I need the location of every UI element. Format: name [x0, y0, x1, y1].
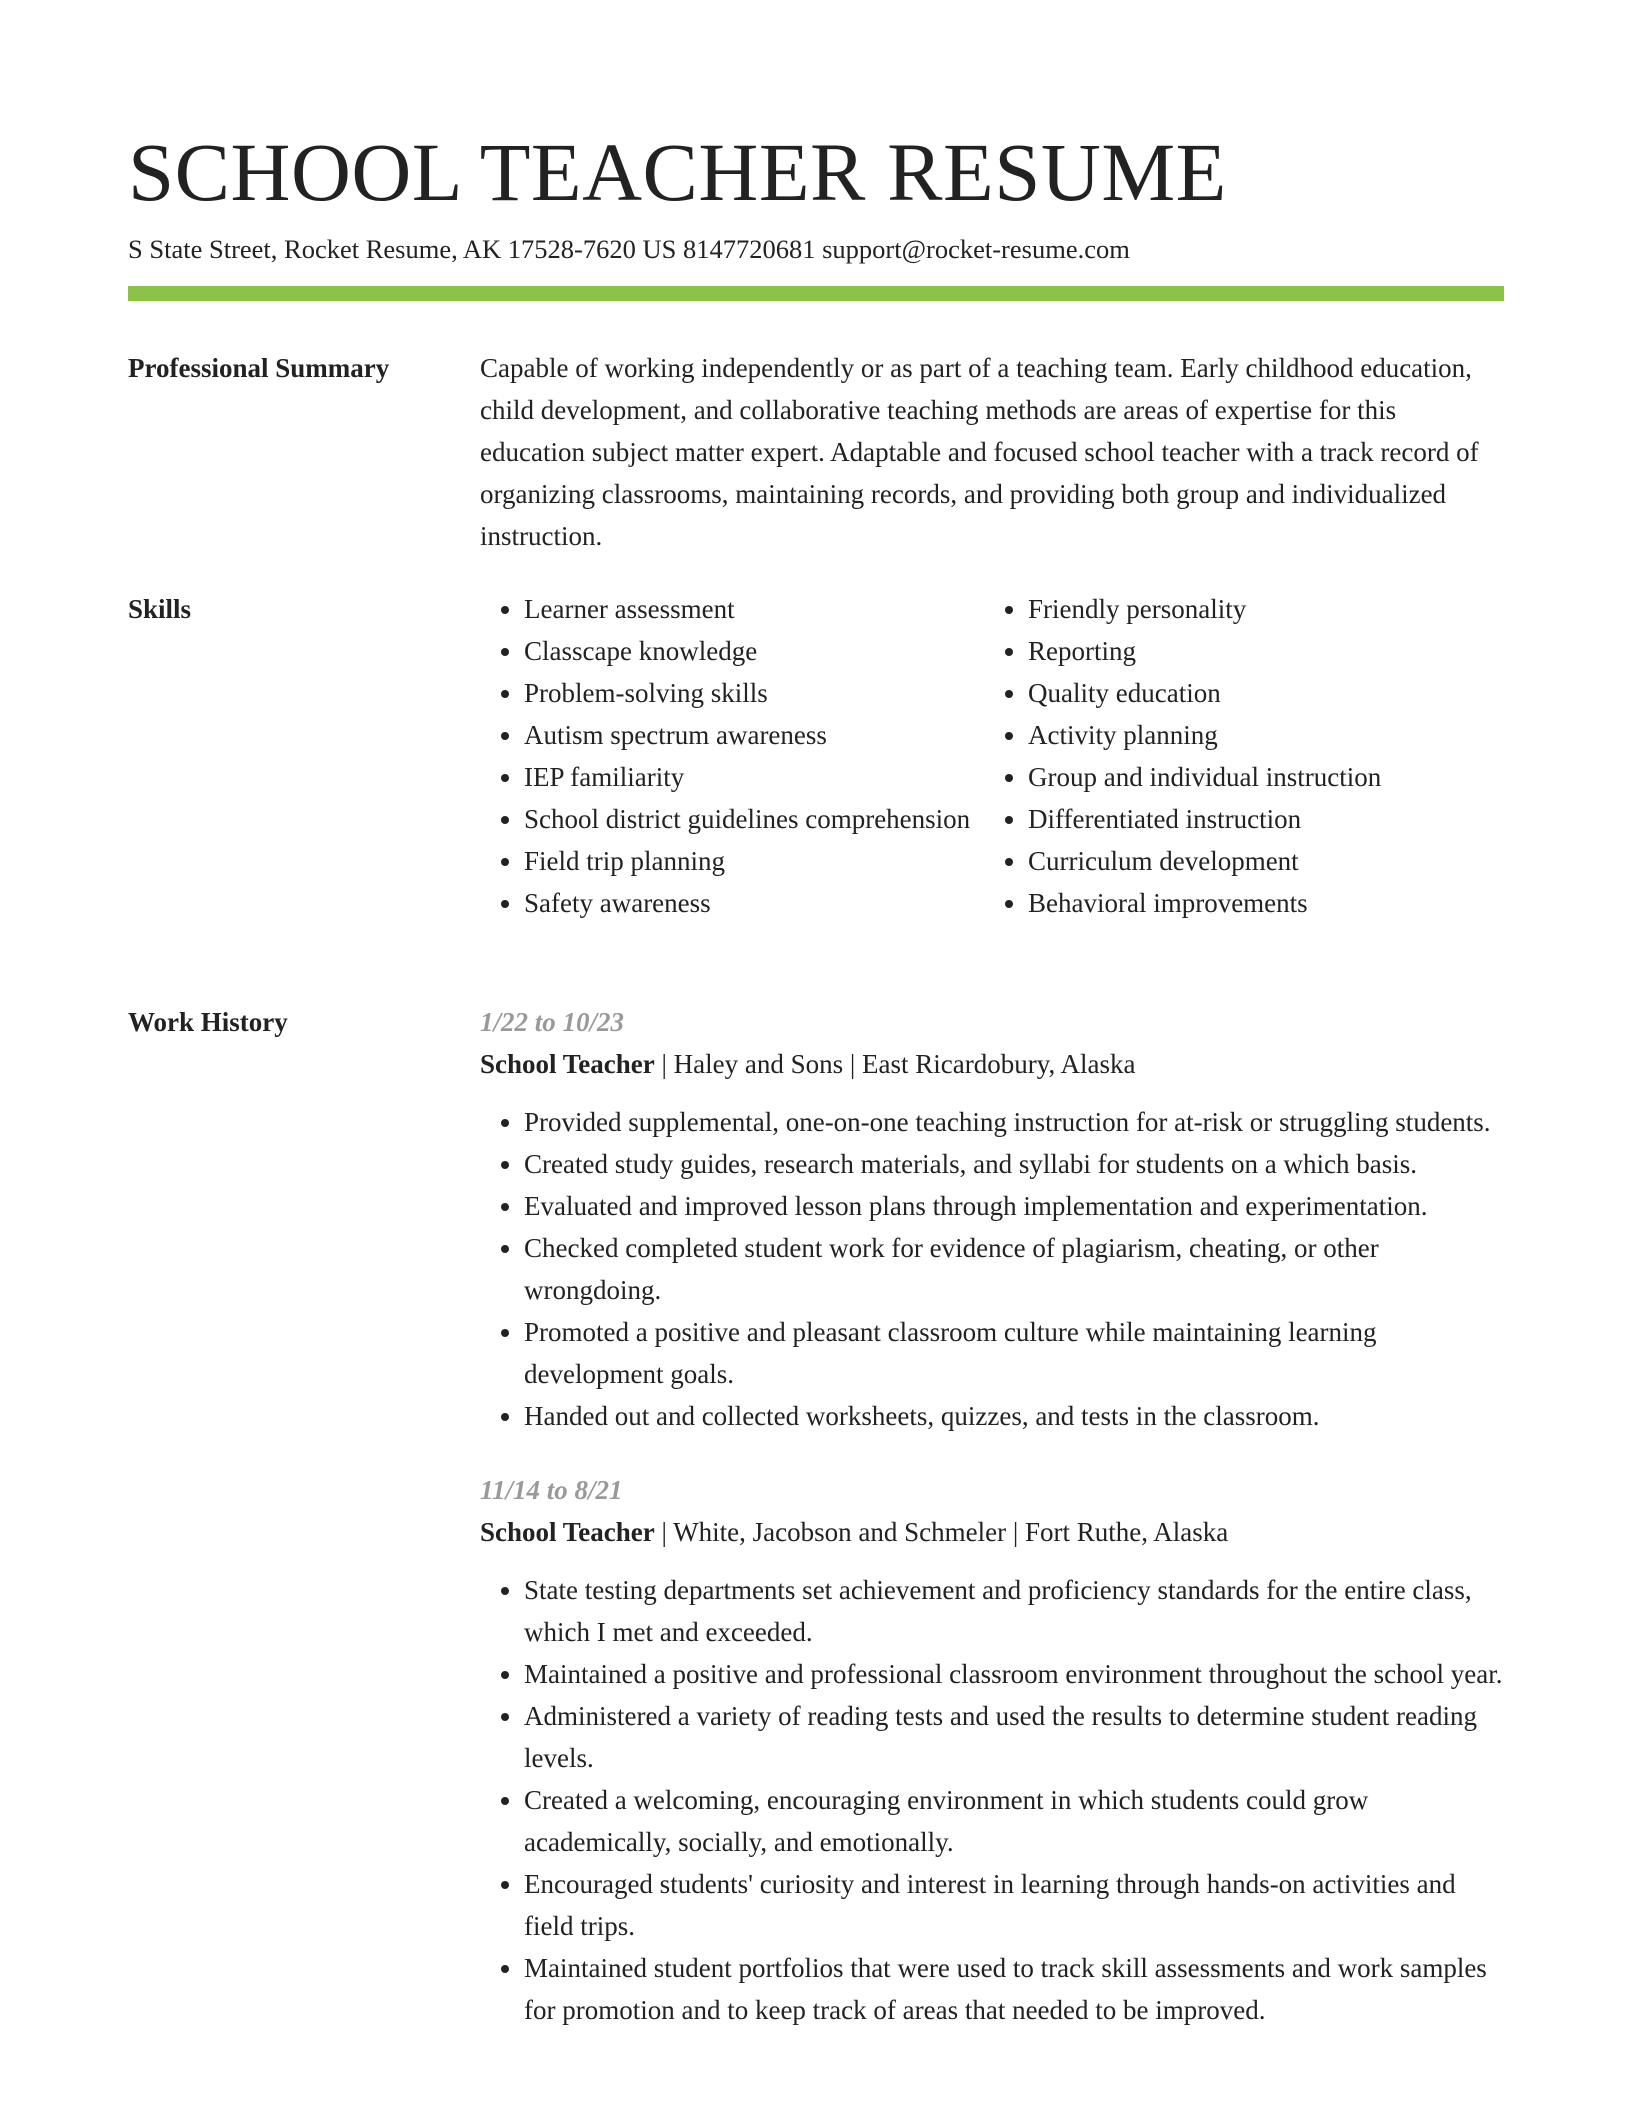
job-bullet: • Created a welcoming, encouraging environment in which students could grow academically, socially, and emotionally. — [524, 1779, 1504, 1863]
job-bullet: • Maintained student portfolios that were used to track skill assessments and work samples for promotion and to keep track of areas that needed to be improved. — [524, 1947, 1504, 2031]
summary-body — [480, 347, 1504, 557]
skills-body — [480, 588, 1504, 924]
job-details: | Haley and Sons | East Ricardobury, Alaska — [654, 1049, 1136, 1079]
skills-list-left — [480, 588, 984, 924]
skill-item: • Learner assessment — [524, 588, 984, 630]
accent-divider — [128, 286, 1504, 301]
skill-item: • Field trip planning — [524, 840, 984, 882]
skill-item: • Behavioral improvements — [1028, 882, 1488, 924]
job-bullet: • Evaluated and improved lesson plans through implementation and experimentation. — [524, 1185, 1504, 1227]
summary-text: Capable of working independently or as part of a teaching team. Early childhood education, child development, and collaborative teaching methods are areas of expertise for this education subject matter expert. Adaptable and focused school teacher with a track record of organizing classrooms, maintaining records, and providing both group and individualized instruction. — [480, 353, 1479, 551]
job-bullet: • Encouraged students' curiosity and interest in learning through hands-on activities and field trips. — [524, 1863, 1504, 1947]
skill-item: • Friendly personality — [1028, 588, 1488, 630]
job-bullet: • Handed out and collected worksheets, quizzes, and tests in the classroom. — [524, 1395, 1504, 1437]
summary-heading: Professional Summary — [128, 353, 390, 383]
job-details: | White, Jacobson and Schmeler | Fort Ruthe, Alaska — [654, 1517, 1229, 1547]
skill-item: • Reporting — [1028, 630, 1488, 672]
job-entry — [480, 1001, 1504, 1437]
job-bullet: • Created study guides, research materials, and syllabi for students on a which basis. — [524, 1143, 1504, 1185]
skill-item: • Quality education — [1028, 672, 1488, 714]
job-bullet: • Promoted a positive and pleasant classroom culture while maintaining learning development goals. — [524, 1311, 1504, 1395]
skill-item: • School district guidelines comprehension — [524, 798, 984, 840]
job-bullet: • Maintained a positive and professional classroom environment throughout the school year. — [524, 1653, 1504, 1695]
resume-title: SCHOOL TEACHER RESUME — [128, 126, 1227, 218]
skill-item: • Differentiated instruction — [1028, 798, 1488, 840]
job-bullet-list — [480, 1101, 1504, 1437]
skill-item: • Classcape knowledge — [524, 630, 984, 672]
job-title: School Teacher — [480, 1049, 655, 1079]
skill-item: • IEP familiarity — [524, 756, 984, 798]
job-heading-line — [480, 1511, 1504, 1553]
skill-item: • Curriculum development — [1028, 840, 1488, 882]
skill-item: • Group and individual instruction — [1028, 756, 1488, 798]
work-history-heading: Work History — [128, 1007, 288, 1037]
skills-list-right — [984, 588, 1488, 924]
skill-item: • Activity planning — [1028, 714, 1488, 756]
job-title: School Teacher — [480, 1517, 655, 1547]
job-bullet-list — [480, 1569, 1504, 2031]
skill-item: • Autism spectrum awareness — [524, 714, 984, 756]
skills-heading: Skills — [128, 594, 192, 624]
job-heading-line — [480, 1043, 1504, 1085]
skill-item: • Problem-solving skills — [524, 672, 984, 714]
work-history-body — [480, 1001, 1504, 2031]
job-dates: 11/14 to 8/21 — [480, 1475, 623, 1505]
job-bullet: • Administered a variety of reading tests and used the results to determine student reading levels. — [524, 1695, 1504, 1779]
job-bullet: • Checked completed student work for evidence of plagiarism, cheating, or other wrongdoing. — [524, 1227, 1504, 1311]
job-entry — [480, 1469, 1504, 2031]
skill-item: • Safety awareness — [524, 882, 984, 924]
job-bullet: • State testing departments set achievement and proficiency standards for the entire class, which I met and exceeded. — [524, 1569, 1504, 1653]
contact-line: S State Street, Rocket Resume, AK 17528-7620 US 8147720681 support@rocket-resume.com — [128, 234, 1130, 264]
job-bullet: • Provided supplemental, one-on-one teaching instruction for at-risk or struggling students. — [524, 1101, 1504, 1143]
skills-grid — [480, 588, 1504, 924]
job-dates: 1/22 to 10/23 — [480, 1007, 625, 1037]
